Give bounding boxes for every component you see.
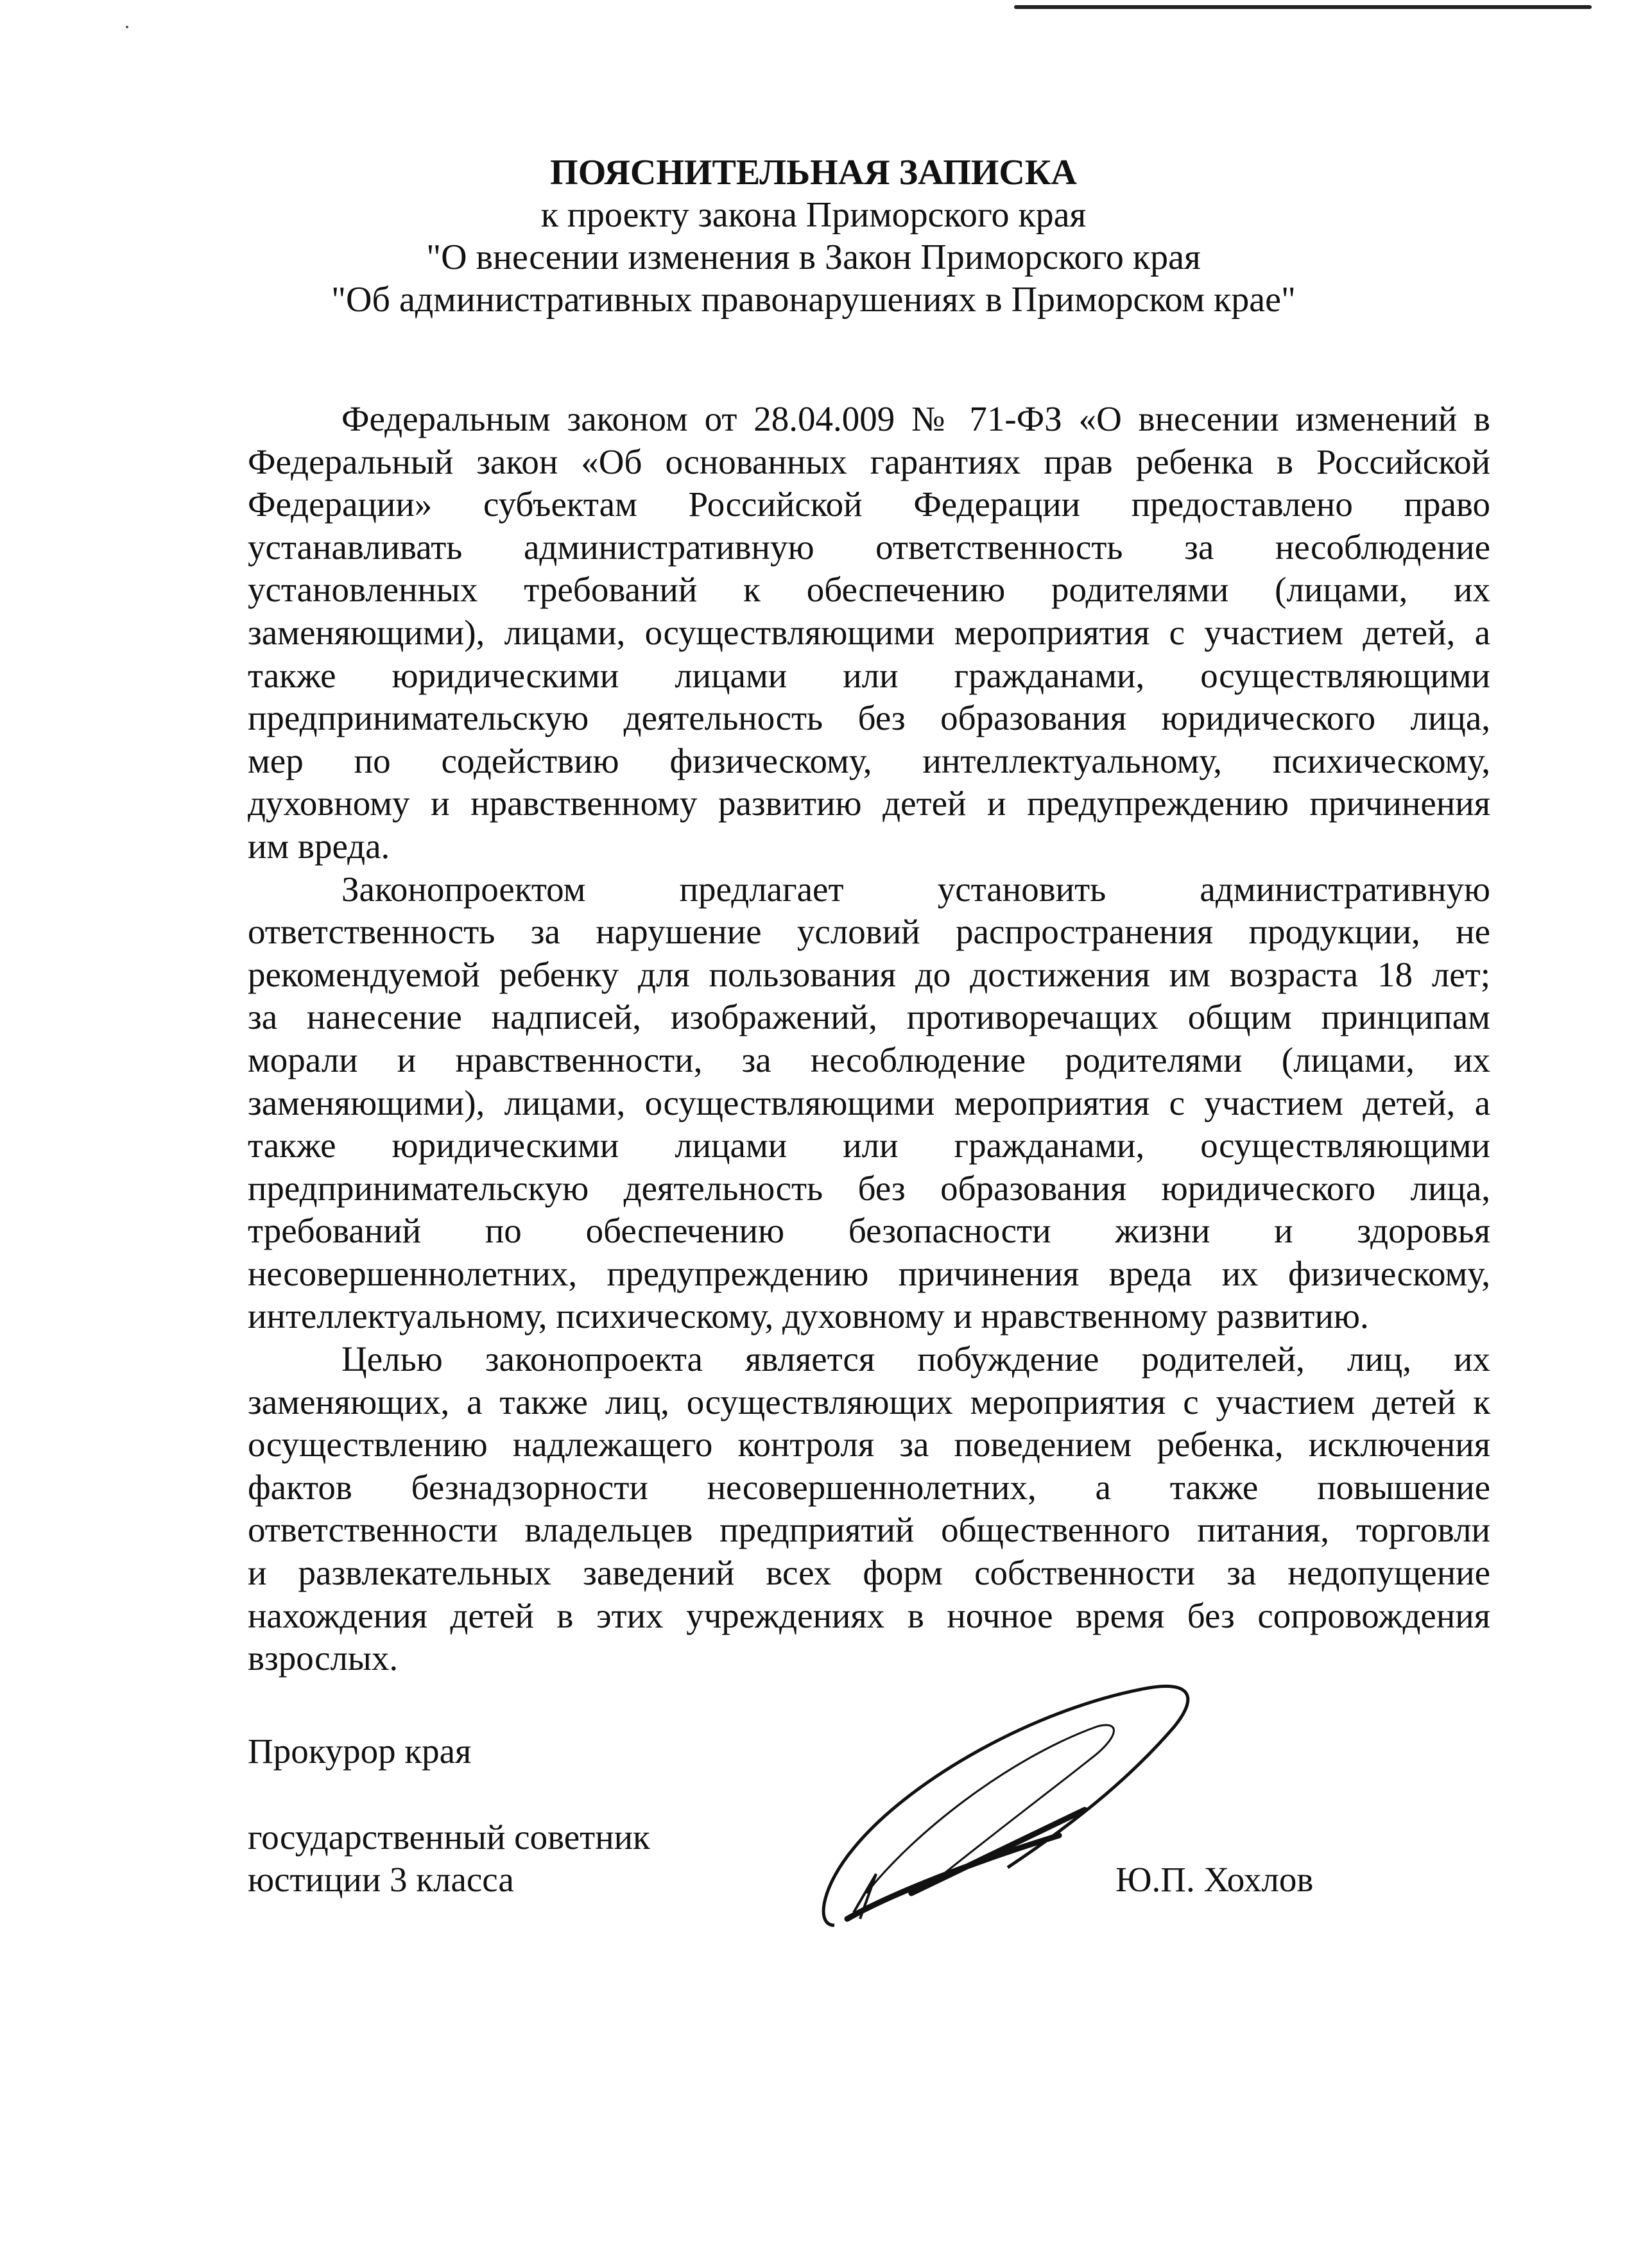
- document-title: ПОЯСНИТЕЛЬНАЯ ЗАПИСКА: [550, 153, 1077, 193]
- paragraph-line: взрослых.: [248, 1638, 399, 1678]
- paragraph-line: предпринимательскую деятельность без образования юридического лица,: [248, 698, 1490, 738]
- scan-speck: [126, 26, 128, 28]
- paragraph-line: также юридическими лицами или гражданами, осуществляющими: [248, 1126, 1490, 1165]
- paragraph-line: духовному и нравственному развитию детей и предупреждению причинения: [248, 784, 1490, 823]
- subtitle-line: к проекту закона Приморского края: [540, 195, 1087, 235]
- document-body: [248, 398, 1490, 1680]
- paragraph-line: и развлекательных заведений всех форм собственности за недопущение: [248, 1553, 1490, 1593]
- paragraph-line: несовершеннолетних, предупреждению причинения вреда их физическому,: [248, 1253, 1490, 1293]
- paragraph-line: предпринимательскую деятельность без образования юридического лица,: [248, 1168, 1490, 1208]
- signer-rank-line2: юстиции 3 класса: [248, 1860, 514, 1899]
- paragraph-line: осуществлению надлежащего контроля за поведением ребенка, исключения: [248, 1425, 1490, 1465]
- paragraph-line: нахождения детей в этих учреждениях в ночное время без сопровождения: [248, 1595, 1490, 1635]
- paragraph-line: ответственности владельцев предприятий общественного питания, торговли: [248, 1510, 1490, 1550]
- paragraph-line: устанавливать административную ответственность за несоблюдение: [248, 527, 1490, 567]
- paragraph-line: мер по содействию физическому, интеллектуальному, психическому,: [248, 741, 1490, 780]
- paragraph-line: Федерации» субъектам Российской Федерации предоставлено право: [248, 485, 1490, 524]
- subtitle-line: "Об административных правонарушениях в Приморском крае": [331, 280, 1296, 320]
- paragraph-line: требований по обеспечению безопасности жизни и здоровья: [248, 1211, 1490, 1251]
- scan-edge-line: [1014, 5, 1592, 9]
- document-header: [0, 151, 1627, 321]
- paragraph-line: заменяющими), лицами, осуществляющими мероприятия с участием детей, а: [248, 612, 1490, 652]
- paragraph-line: Федеральным законом от 28.04.009 № 71-ФЗ «О внесении изменений в: [341, 399, 1490, 438]
- paragraph-line: установленных требований к обеспечению родителями (лицами, их: [248, 570, 1490, 610]
- paragraph-line: ответственность за нарушение условий распространения продукции, не: [248, 912, 1490, 952]
- paragraph-line: также юридическими лицами или гражданами, осуществляющими: [248, 655, 1490, 695]
- paragraph-line: Законопроектом предлагает установить административную: [341, 869, 1490, 909]
- paragraph-line: рекомендуемой ребенку для пользования до достижения им возраста 18 лет;: [248, 954, 1490, 994]
- paragraph-line: Целью законопроекта является побуждение родителей, лиц, их: [341, 1339, 1490, 1379]
- paragraph-line: заменяющих, а также лиц, осуществляющих мероприятия с участием детей к: [248, 1382, 1490, 1422]
- paragraph-line: заменяющими), лицами, осуществляющими мероприятия с участием детей, а: [248, 1083, 1490, 1122]
- paragraph-line: фактов безнадзорности несовершеннолетних, а также повышение: [248, 1467, 1490, 1507]
- signer-position: Прокурор края: [248, 1731, 472, 1771]
- paragraph-line: им вреда.: [248, 826, 390, 866]
- paragraph-line: интеллектуальному, психическому, духовному и нравственному развитию.: [248, 1296, 1369, 1336]
- subtitle-line: "О внесении изменения в Закон Приморского края: [426, 237, 1201, 277]
- paragraph-line: морали и нравственности, за несоблюдение родителями (лицами, их: [248, 1040, 1490, 1079]
- signer-name: Ю.П. Хохлов: [1115, 1860, 1314, 1899]
- paragraph-line: Федеральный закон «Об основанных гарантиях прав ребенка в Российской: [248, 442, 1490, 481]
- handwritten-signature: [815, 1681, 1264, 1938]
- paragraph-line: за нанесение надписей, изображений, противоречащих общим принципам: [248, 997, 1490, 1037]
- signer-rank-line1: государственный советник: [248, 1817, 650, 1857]
